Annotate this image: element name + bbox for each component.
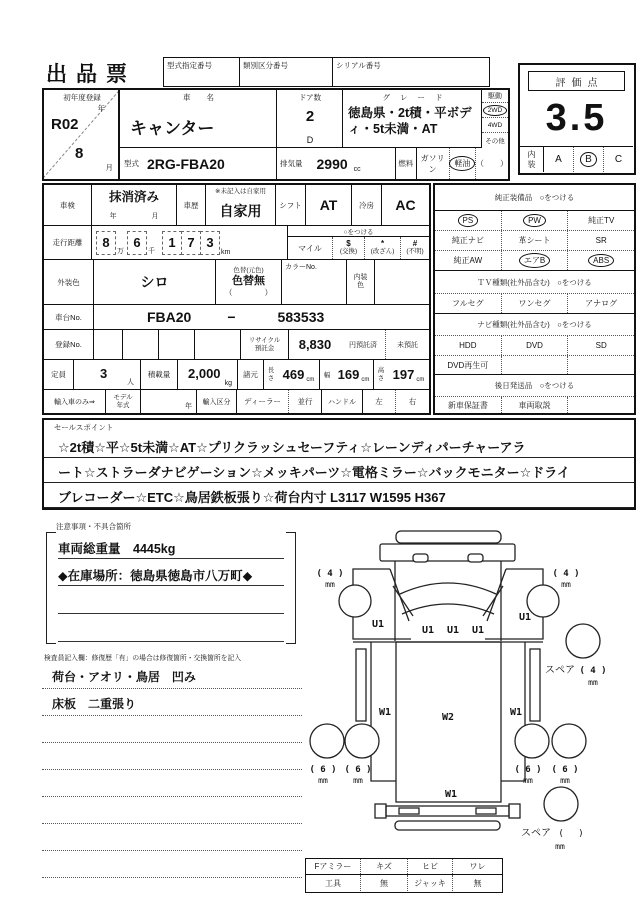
tamper-label: (改ざん) bbox=[370, 247, 395, 255]
mark-u1-center-1: U1 bbox=[421, 625, 435, 636]
load-unit: kg bbox=[224, 380, 232, 387]
front-right-wheel bbox=[527, 585, 559, 617]
f-mirror-break: ワレ bbox=[452, 859, 502, 874]
mileage-man: 8 bbox=[96, 231, 116, 255]
vehicle-name-label: 車名 bbox=[183, 93, 230, 102]
interior-color-value-cell bbox=[375, 260, 429, 304]
vehicle-name-cell bbox=[120, 90, 277, 148]
unknown-symbol: # bbox=[412, 239, 418, 249]
first-registration-label: 初年度登録 bbox=[63, 93, 101, 102]
mileage-d1: 1 bbox=[162, 231, 182, 255]
reg-month: 8 bbox=[75, 145, 84, 162]
shaken-year-unit: 年 bbox=[109, 213, 117, 220]
sales-points-box bbox=[42, 418, 636, 510]
inspector-line-4 bbox=[42, 743, 302, 770]
reg-no-box-1 bbox=[94, 330, 123, 359]
equip-leather-seat: 革シート bbox=[518, 236, 551, 245]
model-year-unit: 年 bbox=[185, 403, 192, 410]
history-value: 自家用 bbox=[219, 202, 262, 219]
displacement-value: 2990 bbox=[316, 155, 348, 172]
vehicle-name: キャンター bbox=[130, 119, 215, 138]
rear-bumper-left-cap bbox=[375, 804, 386, 818]
mile-section bbox=[288, 226, 429, 259]
drive-2wd: 2WD bbox=[487, 106, 503, 114]
mile-label: マイル bbox=[298, 243, 322, 253]
drive-cell bbox=[482, 90, 508, 148]
mileage-d3: 3 bbox=[200, 231, 220, 255]
front-left-tread-unit: mm bbox=[325, 580, 335, 589]
fuel-label: 燃料 bbox=[396, 148, 417, 179]
class-division-label: 類別区分番号 bbox=[243, 61, 288, 70]
model-year-label-cell bbox=[106, 390, 141, 413]
mileage-label: 走行距離 bbox=[44, 226, 92, 259]
inspector-line-7 bbox=[42, 824, 302, 851]
mark-u1-center-3: U1 bbox=[471, 625, 485, 636]
color-no-label: カラーNo. bbox=[285, 264, 317, 271]
rear-right-outer-tread: ( 6 ) bbox=[551, 765, 579, 775]
vehicle-diagram bbox=[303, 516, 637, 856]
front-left-tread: ( 4 ) bbox=[316, 569, 344, 579]
width-value: 169 bbox=[337, 367, 360, 382]
width-label: 幅 bbox=[323, 372, 331, 379]
inspector-line-8 bbox=[42, 851, 302, 878]
drive-4wd: 4WD bbox=[487, 121, 503, 129]
left-side-rail bbox=[356, 649, 366, 721]
load-cell bbox=[178, 360, 238, 389]
km-unit: km bbox=[221, 249, 231, 256]
sen-unit: 千 bbox=[148, 248, 155, 255]
mark-u1-right-fender: U1 bbox=[518, 612, 532, 623]
inspector-label: 検査員記入欄：修復歴「有」の場合は修復箇所・交換箇所を記入 bbox=[44, 655, 242, 662]
front-right-tread-unit: mm bbox=[561, 580, 571, 589]
page-title: 出品票 bbox=[46, 63, 136, 86]
fuel-gasoline: ガソリン bbox=[420, 153, 445, 174]
height-value: 197 bbox=[392, 367, 415, 382]
tv-fullseg: フルセグ bbox=[451, 299, 484, 308]
navi-dvd-playable: DVD再生可 bbox=[447, 360, 489, 370]
registration-no-label: 登録No. bbox=[44, 330, 94, 359]
shaken-value-cell bbox=[92, 185, 177, 225]
model-year-value-cell bbox=[141, 390, 197, 413]
navi-type-header: ナビ種類(社外品含む) ○をつける bbox=[435, 314, 634, 336]
front-bumper-top bbox=[396, 531, 501, 543]
shift-label: シフト bbox=[276, 185, 306, 225]
model-code-value: 2RG-FBA20 bbox=[147, 155, 225, 172]
recolor-label: 色替(元色) bbox=[233, 266, 264, 274]
rear-bumper-lower bbox=[395, 821, 500, 830]
drive-other: その他 bbox=[485, 138, 505, 145]
interior-label-cell bbox=[520, 147, 544, 172]
bumper-notch-left bbox=[413, 554, 428, 562]
mark-w1-bottom: W1 bbox=[444, 789, 458, 800]
later-empty bbox=[567, 397, 634, 413]
rear-right-outer-wheel bbox=[552, 724, 586, 758]
doors-label: ドア数 bbox=[298, 93, 322, 102]
spare-top-value: ( 4 ) bbox=[579, 666, 607, 676]
import-class-label: 輸入区分 bbox=[197, 390, 237, 413]
mark-u1-center-2: U1 bbox=[446, 625, 460, 636]
height-cell bbox=[388, 360, 429, 389]
spare-bottom-unit: mm bbox=[555, 842, 565, 851]
height-label: 高さ bbox=[377, 367, 385, 382]
ac-label: 冷房 bbox=[352, 185, 382, 225]
equip-genuine-navi: 純正ナビ bbox=[451, 236, 484, 245]
width-unit: cm bbox=[361, 376, 370, 383]
shaken-month-unit: 月 bbox=[151, 213, 159, 220]
rear-right-inner-wheel bbox=[515, 724, 549, 758]
height-label-cell bbox=[374, 360, 388, 389]
capacity-unit: 人 bbox=[127, 379, 134, 386]
later-manual: 車両取説 bbox=[518, 400, 551, 410]
recycle-label-2: 預託金 bbox=[254, 344, 275, 352]
length-cell bbox=[278, 360, 320, 389]
notes-line-1: 車両総重量 4445kg bbox=[58, 532, 284, 559]
handle-left: 左 bbox=[375, 397, 383, 406]
jack-label: ジャッキ bbox=[407, 875, 452, 891]
genuine-header: 純正装備品 ○をつける bbox=[435, 185, 634, 211]
fuel-diesel: 軽油 bbox=[454, 159, 471, 168]
right-side-rail bbox=[530, 649, 540, 721]
rear-right-outer-unit: mm bbox=[560, 776, 570, 785]
navi-empty-1 bbox=[501, 356, 568, 374]
import-only-label: 輸入車のみ⇒ bbox=[44, 390, 106, 413]
height-unit: cm bbox=[416, 376, 425, 383]
length-unit: cm bbox=[306, 376, 315, 383]
tv-oneseg: ワンセグ bbox=[518, 299, 551, 308]
mileage-d2: 7 bbox=[181, 231, 201, 255]
exchange-symbol: $ bbox=[346, 239, 351, 249]
drive-label: 駆動 bbox=[488, 93, 502, 100]
grade-value: 徳島県・2t積・平ボディ・5t未満・AT bbox=[348, 106, 472, 137]
handle-label: ハンドル bbox=[322, 390, 363, 413]
later-warranty: 新車保証書 bbox=[447, 400, 488, 410]
displacement-label: 排気量 bbox=[280, 159, 303, 168]
recycle-amount: 8,830 bbox=[298, 337, 332, 352]
recolor-cell bbox=[216, 260, 282, 304]
rear-bumper-right-cap bbox=[509, 804, 520, 818]
sales-line-1: ☆2t積☆平☆5t未満☆AT☆プリクラッシュセーフティ☆レーンディパーチャーアラ bbox=[44, 433, 634, 458]
notes-label: 注意事項・不具合箇所 bbox=[56, 522, 131, 531]
reg-no-box-4 bbox=[195, 330, 241, 359]
reg-no-box-3 bbox=[159, 330, 195, 359]
evaluation-label: 評価点 bbox=[528, 71, 625, 91]
evaluation-score: 3.5 bbox=[545, 96, 608, 139]
chassis-serial: 583533 bbox=[277, 309, 325, 325]
inspector-line-5 bbox=[42, 770, 302, 797]
interior-color-label: 内装色 bbox=[353, 273, 368, 289]
vehicle-header-table bbox=[42, 88, 510, 181]
mark-w1-right: W1 bbox=[509, 707, 523, 718]
inspector-line-2: 床板 二重張り bbox=[42, 689, 302, 716]
mileage-sen: 6 bbox=[127, 231, 147, 255]
later-shipment-header: 後日発送品 ○をつける bbox=[435, 375, 634, 397]
man-unit: 万 bbox=[117, 248, 124, 255]
width-cell bbox=[334, 360, 374, 389]
interior-label: 内装 bbox=[527, 150, 536, 169]
mile-tamper bbox=[364, 237, 400, 259]
tool-label: 工具 bbox=[325, 878, 341, 888]
history-label: 車歴 bbox=[177, 185, 206, 225]
recycle-deposited: 円預託済 bbox=[349, 341, 377, 349]
windshield-arc-top bbox=[400, 583, 496, 594]
bumper-notch-right bbox=[468, 554, 483, 562]
tool-none: 無 bbox=[360, 875, 407, 891]
front-right-tread: ( 4 ) bbox=[552, 569, 580, 579]
recycle-label-1: リサイクル bbox=[248, 336, 281, 344]
load-value: 2,000 bbox=[188, 366, 221, 381]
vehicle-detail-table bbox=[42, 183, 431, 415]
notes-line-4 bbox=[58, 614, 284, 642]
rear-left-outer-tread: ( 6 ) bbox=[309, 765, 337, 775]
rear-right-inner-unit: mm bbox=[523, 776, 533, 785]
recolor-value: 色替無 bbox=[232, 274, 265, 287]
interior-grade-a: A bbox=[555, 154, 562, 165]
chassis-value bbox=[94, 305, 429, 329]
sales-line-2: ート☆ストラーダナビゲーション☆メッキパーツ☆電格ミラー☆バックモニター☆ドライ bbox=[44, 458, 634, 483]
interior-grade-b: B bbox=[585, 154, 592, 165]
spare-bottom-label: スペア bbox=[521, 828, 551, 839]
reg-year-unit: 年 bbox=[97, 104, 105, 113]
model-designation-label: 型式指定番号 bbox=[167, 61, 212, 70]
spare-top-label: スペア bbox=[545, 665, 575, 676]
rear-left-inner-unit: mm bbox=[353, 776, 363, 785]
load-label: 積載量 bbox=[141, 360, 178, 389]
equip-sr: SR bbox=[595, 236, 607, 245]
first-registration-cell bbox=[44, 90, 120, 179]
mileage-value-cell bbox=[92, 226, 288, 259]
recycle-not-deposited: 未預託 bbox=[385, 330, 429, 359]
rear-left-outer-unit: mm bbox=[318, 776, 328, 785]
rear-left-outer-wheel bbox=[310, 724, 344, 758]
tamper-symbol: * bbox=[380, 239, 385, 249]
interior-grade-c: C bbox=[614, 154, 623, 165]
shift-value: AT bbox=[306, 185, 352, 225]
reg-year: R02 bbox=[51, 116, 79, 133]
chassis-label: 車台No. bbox=[44, 305, 94, 329]
length-label-cell bbox=[264, 360, 278, 389]
equip-airbag: エアB bbox=[523, 256, 546, 265]
f-mirror-label: Fアミラー bbox=[314, 862, 352, 871]
front-left-wheel bbox=[339, 585, 371, 617]
navi-sd: SD bbox=[595, 341, 607, 350]
equip-genuine-aw: 純正AW bbox=[453, 256, 483, 265]
recycle-label-cell bbox=[241, 330, 289, 359]
equip-genuine-tv: 純正TV bbox=[588, 216, 615, 225]
doors-value: 2 bbox=[305, 108, 315, 125]
grade-cell bbox=[343, 90, 482, 148]
length-value: 469 bbox=[282, 367, 305, 382]
f-mirror-crack: ヒビ bbox=[407, 859, 452, 874]
history-cell bbox=[206, 185, 276, 225]
mile-unknown bbox=[400, 237, 429, 259]
equip-ps: PS bbox=[462, 216, 474, 225]
ac-value: AC bbox=[395, 197, 416, 213]
fuel-other: （ ） bbox=[476, 159, 508, 168]
unknown-label: (不明) bbox=[406, 247, 424, 255]
rear-left-inner-tread: ( 6 ) bbox=[344, 765, 372, 775]
grade-label: グレード bbox=[382, 93, 453, 102]
rear-left-inner-wheel bbox=[345, 724, 379, 758]
spare-top-unit: mm bbox=[588, 678, 598, 687]
tv-analog: アナログ bbox=[585, 299, 618, 308]
rear-right-inner-tread: ( 6 ) bbox=[514, 765, 542, 775]
interior-color-label-cell bbox=[347, 260, 375, 304]
class-division-box bbox=[240, 57, 333, 87]
exchange-label: (交換) bbox=[339, 247, 358, 255]
navi-empty-2 bbox=[567, 356, 634, 374]
mark-u1-left-fender: U1 bbox=[371, 619, 385, 630]
serial-number-label: シリアル番号 bbox=[336, 61, 381, 70]
length-label: 長さ bbox=[267, 367, 275, 382]
notes-line-3 bbox=[58, 586, 284, 614]
navi-dvd: DVD bbox=[526, 341, 543, 350]
reg-no-box-2 bbox=[123, 330, 159, 359]
equip-pw: PW bbox=[528, 216, 541, 225]
serial-number-box bbox=[333, 57, 490, 87]
notes-box bbox=[46, 532, 296, 644]
displacement-cell bbox=[277, 148, 396, 179]
navi-hdd: HDD bbox=[459, 341, 477, 350]
inspector-line-6 bbox=[42, 797, 302, 824]
evaluation-box bbox=[518, 63, 636, 175]
mile-circle-note: ○をつける bbox=[288, 226, 429, 237]
capacity-cell bbox=[74, 360, 141, 389]
capacity-label: 定員 bbox=[44, 360, 74, 389]
model-designation-box bbox=[163, 57, 240, 87]
dims-label: 諸元 bbox=[238, 360, 264, 389]
doors-unit: D bbox=[306, 135, 314, 145]
shaken-status: 抹消済み bbox=[108, 190, 159, 204]
inspector-line-3 bbox=[42, 716, 302, 743]
notes-line-2: ◆在庫場所：徳島県徳島市八万町◆ bbox=[58, 559, 284, 586]
equip-abs: ABS bbox=[593, 256, 610, 265]
history-note: ※未記入は自家用 bbox=[215, 188, 266, 195]
chassis-separator: − bbox=[227, 309, 236, 325]
front-bumper bbox=[380, 544, 515, 561]
chassis-prefix: FBA20 bbox=[147, 309, 192, 325]
fuel-cell bbox=[396, 148, 508, 179]
import-parallel: 並行 bbox=[288, 390, 322, 413]
exterior-color-label: 外装色 bbox=[44, 260, 94, 304]
shaken-label: 車検 bbox=[44, 185, 92, 225]
spare-tire-bottom bbox=[544, 787, 578, 821]
reg-month-unit: 月 bbox=[105, 163, 113, 172]
equipment-panel bbox=[433, 183, 636, 415]
spare-tire-top bbox=[566, 624, 600, 658]
exterior-color-value: シロ bbox=[94, 260, 216, 304]
tv-type-header: ＴＶ種類(社外品含む) ○をつける bbox=[435, 271, 634, 294]
windshield-arc-bottom bbox=[402, 604, 494, 614]
mile-exchange bbox=[332, 237, 364, 259]
displacement-unit: cc bbox=[353, 166, 361, 173]
recolor-paren: （ ） bbox=[224, 287, 273, 297]
inspector-line-1: 荷台・アオリ・鳥居 凹み bbox=[42, 662, 302, 689]
inspector-lines bbox=[42, 662, 302, 878]
import-dealer: ディーラー bbox=[244, 397, 281, 406]
model-year-label: モデル年式 bbox=[113, 394, 133, 409]
capacity-value: 3 bbox=[100, 366, 108, 381]
sales-line-3: ブレコーダー☆ETC☆鳥居鉄板張り☆荷台内寸 L3117 W1595 H367 bbox=[44, 483, 634, 508]
model-code-label: 型式 bbox=[124, 159, 139, 168]
sales-points-label: セールスポイント bbox=[54, 423, 114, 432]
doors-cell bbox=[277, 90, 343, 148]
model-code-cell bbox=[120, 148, 277, 179]
color-no-cell bbox=[282, 260, 347, 304]
f-mirror-scratch: キズ bbox=[360, 859, 407, 874]
handle-right: 右 bbox=[395, 390, 429, 413]
jack-none: 無 bbox=[452, 875, 502, 891]
mark-w2-center: W2 bbox=[441, 712, 455, 723]
spare-bottom-value: ( ) bbox=[558, 829, 584, 839]
tools-table bbox=[305, 858, 503, 893]
mark-w1-left: W1 bbox=[378, 707, 392, 718]
